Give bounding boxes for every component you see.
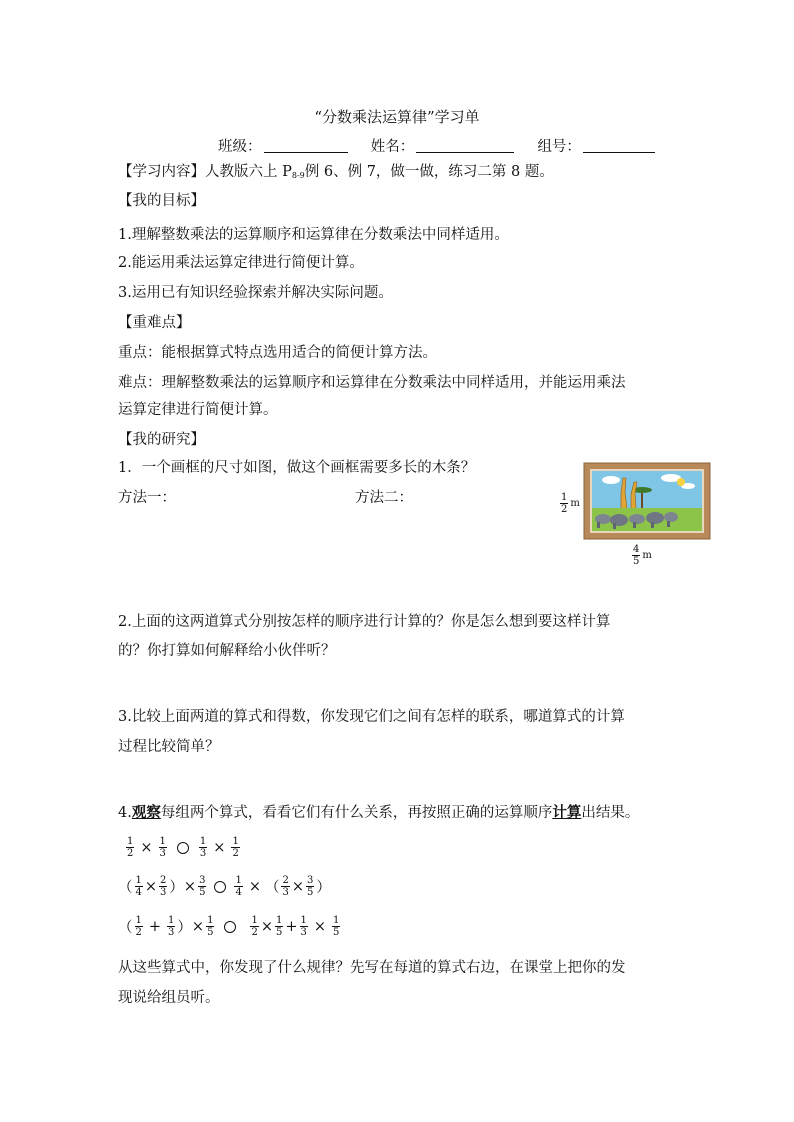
times-sign: × <box>183 878 197 895</box>
fraction: $\frac{2}{3}$ <box>160 875 167 898</box>
fraction: $\frac{1}{5}$ <box>275 915 283 938</box>
group-blank[interactable] <box>583 138 655 153</box>
conclusion-text: 从这些算式中，你发现了什么规律？先写在每道的算式右边，在课堂上把你的发 <box>118 960 626 976</box>
question-4: 4.观察每组两个算式，看看它们有什么关系，再按照正确的运算顺序计算出结果。 <box>118 804 640 821</box>
fraction: $\frac{1}{4}$ <box>135 875 142 898</box>
frame-height-label <box>558 492 580 515</box>
times-sign: × <box>248 878 261 895</box>
fraction: $\frac{1}{3}$ <box>199 836 207 859</box>
times-sign: × <box>191 918 205 935</box>
times-sign: × <box>213 839 226 856</box>
fraction: $\frac{3}{5}$ <box>199 875 206 898</box>
page-subscript: 8-9 <box>291 171 305 180</box>
group-label: 组号： <box>537 139 581 155</box>
focus-text: 重点：能根据算式特点选用适合的简便计算方法。 <box>118 345 437 361</box>
expression-row-1 <box>124 836 242 859</box>
conclusion-text-cont: 现说给组员听。 <box>118 990 220 1006</box>
expression-row-3: （ $\frac{1}{2}$ + $\frac{1}{3}$ ） × $\frac{1}{5}$ $\frac{1}{2}$ × $\frac{1}{5}$ + $\frac{1}{3}$ × $\frac{1}{5}$ <box>118 915 340 938</box>
fraction: $\frac{1}{3}$ <box>168 915 175 938</box>
goal-item: 2.能运用乘法运算定律进行简便计算。 <box>118 255 364 271</box>
expression-row-2: （ $\frac{1}{4}$ × $\frac{2}{3}$ ） × $\frac{3}{5}$ $\frac{1}{4}$ × （ $\frac{2}{3}$ × $\frac{3}{5}$ ） <box>118 875 331 898</box>
goal-item: 1.理解整数乘法的运算顺序和运算律在分数乘法中同样适用。 <box>118 227 509 243</box>
name-label: 姓名： <box>370 139 415 155</box>
content-suffix: 例 6、例 7，做一做，练习二第 8 题。 <box>304 164 554 180</box>
fraction: $\frac{2}{3}$ <box>282 875 289 898</box>
calculate-emphasis: 计算 <box>552 804 582 821</box>
question-2-cont: 的？你打算如何解释给小伙伴听？ <box>118 643 336 659</box>
compare-circle[interactable] <box>214 881 226 893</box>
class-blank[interactable] <box>264 138 348 153</box>
fraction: $\frac{1}{2}$ <box>135 915 142 938</box>
question-3-cont: 过程比较简单？ <box>118 739 220 755</box>
fraction: $\frac{1}{5}$ <box>207 915 214 938</box>
key-points-heading: 【重难点】 <box>118 315 191 331</box>
question-1: 1．一个画框的尺寸如图，做这个画框需要多长的木条？ <box>118 460 476 476</box>
times-sign: × <box>291 878 304 895</box>
plus-sign: + <box>285 918 298 935</box>
fraction: $\frac{1}{5}$ <box>333 915 340 938</box>
fraction: $\frac{1}{4}$ <box>235 875 242 898</box>
fraction: $\frac{1}{3}$ <box>159 836 166 859</box>
fraction: $\frac{1}{2}$ <box>232 836 239 859</box>
observe-emphasis: 观察 <box>131 804 161 821</box>
goals-heading: 【我的目标】 <box>118 193 205 209</box>
unit-m: m <box>570 498 580 509</box>
content-prefix: 【学习内容】人教版六上 P <box>118 164 292 180</box>
fraction: $\frac{1}{2}$ <box>251 915 258 938</box>
fraction: $\frac{1}{2}$ <box>561 492 568 515</box>
name-blank[interactable] <box>416 138 514 153</box>
question-3: 3.比较上面两道的算式和得数，你发现它们之间有怎样的联系，哪道算式的计算 <box>118 709 625 725</box>
goal-item: 3.运用已有知识经验探索并解决实际问题。 <box>118 285 393 301</box>
unit-m: m <box>642 550 652 561</box>
plus-sign: + <box>148 918 162 935</box>
fraction: $\frac{3}{5}$ <box>307 875 314 898</box>
times-sign: × <box>140 839 153 856</box>
compare-circle[interactable] <box>224 921 236 933</box>
student-info-row <box>218 135 655 156</box>
page-title: “分数乘法运算律”学习单 <box>314 108 480 126</box>
picture-frame-image <box>583 462 711 550</box>
difficulty-text-cont: 运算定律进行简便计算。 <box>118 402 278 418</box>
research-heading: 【我的研究】 <box>118 432 205 448</box>
fraction: $\frac{4}{5}$ <box>633 544 640 567</box>
difficulty-text: 难点：理解整数乘法的运算顺序和运算律在分数乘法中同样适用，并能运用乘法 <box>118 375 626 391</box>
fraction: $\frac{1}{3}$ <box>300 915 307 938</box>
question-2: 2.上面的这两道算式分别按怎样的顺序进行计算的？你是怎么想到要这样计算 <box>118 614 611 630</box>
method-1-label: 方法一： <box>118 490 176 506</box>
learning-content <box>118 162 554 186</box>
class-label: 班级： <box>218 139 262 155</box>
frame-width-label <box>630 544 652 567</box>
times-sign: × <box>144 878 158 895</box>
compare-circle[interactable] <box>177 842 189 854</box>
fraction: $\frac{1}{2}$ <box>127 836 134 859</box>
times-sign: × <box>260 918 273 935</box>
method-2-label: 方法二： <box>355 490 413 506</box>
times-sign: × <box>313 918 327 935</box>
